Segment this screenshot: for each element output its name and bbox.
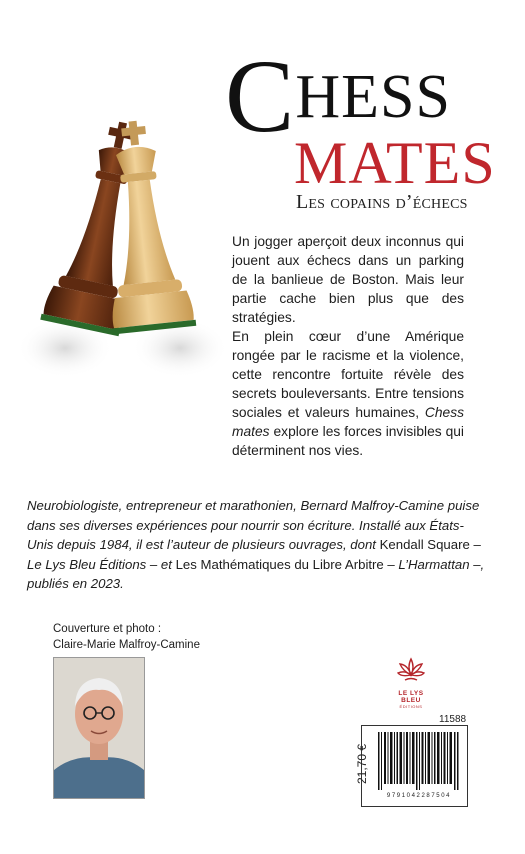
publisher-sub: ÉDITIONS	[399, 704, 423, 709]
author-photo	[53, 657, 145, 799]
blurb-paragraph-1: Un jogger aperçoit deux inconnus qui jouent aux échecs dans un parking de la banlieue de Boston. Mais leur partie cache bien plus que des stratégies.	[232, 234, 464, 325]
lotus-flower-icon	[397, 657, 425, 683]
price-label: 21,70 €	[355, 743, 369, 785]
photo-credit: Couverture et photo : Claire-Marie Malfroy-Camine	[53, 623, 200, 651]
book-title-mates: MATES	[294, 130, 496, 196]
back-cover-blurb	[232, 232, 464, 460]
product-code: 11588	[439, 714, 467, 725]
author-bio: Neurobiologiste, entrepreneur et marathonien, Bernard Malfroy-Camine puise dans ses diverses expériences pour nourrir son écriture. Installé aux États-Unis depuis 1984, il est l’auteur de plusieurs ouvrages, dont Kendall Square – Le Lys Bleu Éditions – et Les Mathématiques du Libre Arbitre – L’Harmattan –, publiés en 2023.	[27, 498, 485, 591]
barcode	[378, 732, 460, 790]
publisher-logo	[388, 657, 434, 709]
publisher-name: LE LYS BLEU	[398, 690, 424, 704]
isbn-number: 9791042287504	[386, 793, 452, 799]
book-title-chess: CHESS	[225, 39, 451, 154]
chess-pieces-illustration	[20, 110, 225, 400]
book-subtitle: Les copains d’échecs	[296, 191, 468, 213]
blurb-paragraph-2: En plein cœur d’une Amérique rongée par le racisme et la violence, cette rencontre fortuite révèle des secrets bouleversants. Entre tensions sociales et valeurs humaines, Chess mates explore les forces invisibles qui déterminent nos vies.	[232, 329, 464, 458]
